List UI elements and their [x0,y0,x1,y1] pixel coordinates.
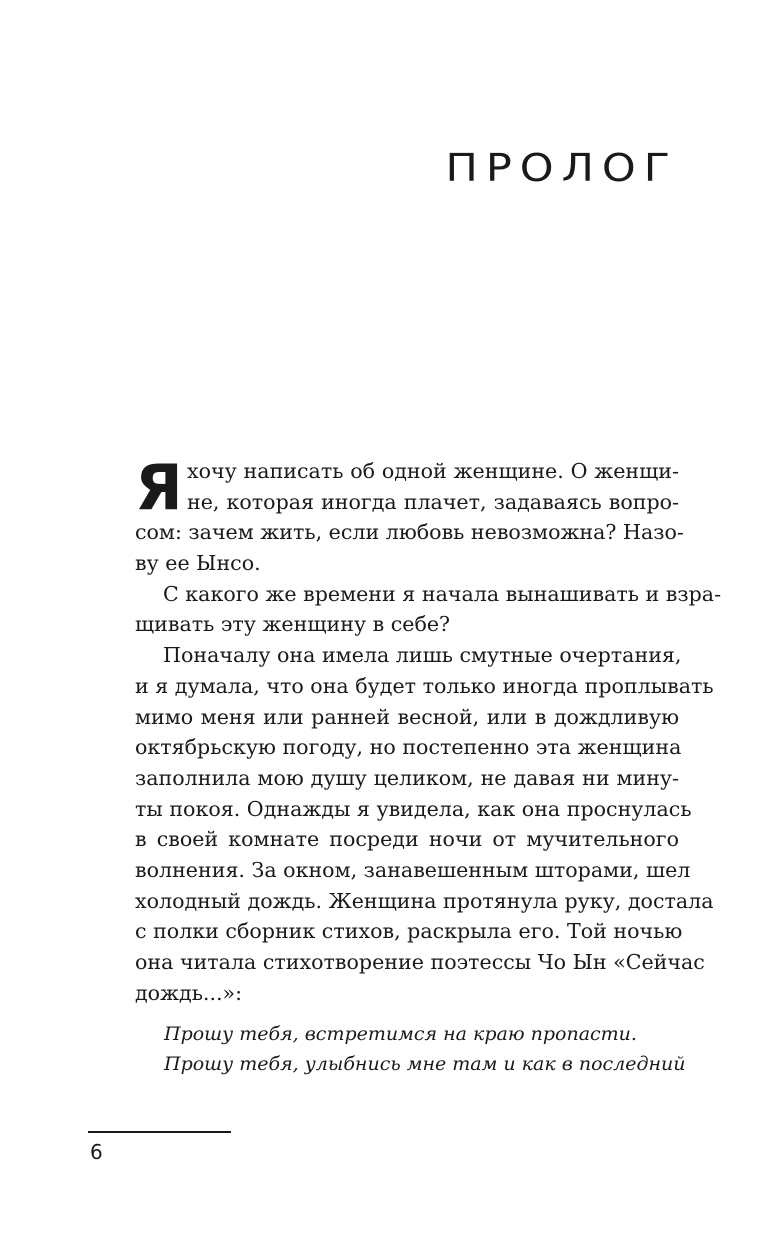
text-line: С какого же времени я начала вынашивать и взра- [163,581,722,606]
text-line: ву ее Ынсо. [135,551,261,576]
text-line: с полки сборник стихов, раскрыла его. Той ночью [135,919,683,944]
text-line: в своей комнате посреди ночи от мучительного [135,827,679,852]
poem-line: Прошу тебя, улыбнись мне там и как в последний [164,1053,686,1075]
drop-cap: Я [135,451,181,524]
footer-rule [88,1131,231,1133]
text-line: щивать эту женщину в себе? [135,612,451,637]
text-line: Поначалу она имела лишь смутные очертания, [163,643,682,668]
text-line: октябрьскую погоду, но постепенно эта женщина [135,735,682,760]
text-line: мимо меня или ранней весной, или в дождливую [135,704,679,729]
text-line: волнения. За окном, занавешенным шторами, шел [135,857,691,882]
page-number: 6 [90,1140,103,1164]
text-line: дождь...»: [135,980,243,1005]
text-line: ты покоя. Однажды я увидела, как она проснулась [135,796,692,821]
body-text [135,451,722,1008]
poem-quote [164,1019,686,1079]
text-line: не, которая иногда плачет, задаваясь вопро- [187,489,679,514]
text-line: сом: зачем жить, если любовь невозможна? Назо- [135,520,684,545]
text-line: холодный дождь. Женщина протянула руку, достала [135,888,714,913]
text-line: она читала стихотворение поэтессы Чо Ын «Сейчас [135,950,705,974]
text-line: хочу написать об одной женщине. О женщи- [187,459,679,483]
poem-line: Прошу тебя, встретимся на краю пропасти. [164,1023,637,1045]
text-line: заполнила мою душу целиком, не давая ни мину- [135,765,679,790]
text-line: и я думала, что она будет только иногда проплывать [135,673,714,698]
chapter-heading: ПРОЛОГ [445,146,678,191]
